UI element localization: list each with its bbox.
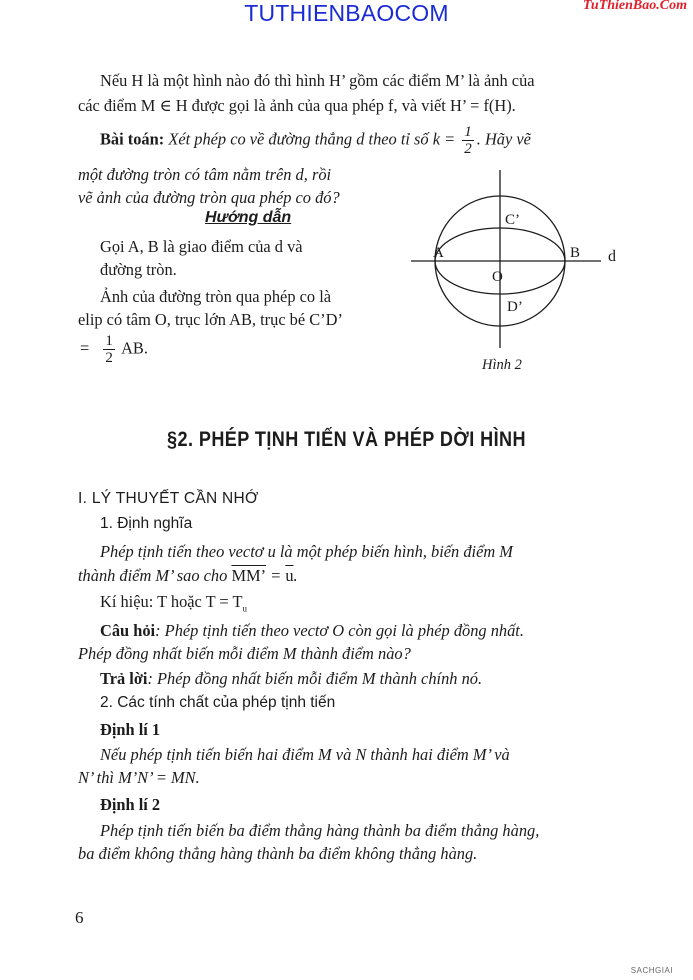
- problem-label: Bài toán:: [100, 129, 165, 149]
- vector-u: $\overline{u}$: [285, 566, 294, 585]
- guide-line: Ảnh của đường tròn qua phép co là: [100, 287, 332, 306]
- theorem-1-line: N’ thì M’N’ = MN.: [78, 768, 200, 787]
- site-title: TUTHIENBAOCOM: [244, 0, 449, 26]
- theorem-2-label: Định lí 2: [100, 795, 161, 814]
- guide-formula: [80, 333, 148, 366]
- fraction-numerator: 1: [464, 124, 472, 140]
- problem-statement: [100, 124, 531, 157]
- formula-suffix: AB.: [121, 338, 148, 358]
- fraction: [103, 333, 115, 366]
- guide-line: elip có tâm O, trục lớn AB, trục bé C’D’: [78, 310, 343, 329]
- answer-label: Trả lời: [100, 669, 148, 688]
- label-line-d: d: [608, 248, 616, 265]
- guide-title: Hướng dẫn: [205, 209, 292, 226]
- label-o: O: [492, 269, 503, 285]
- fraction: [462, 124, 474, 157]
- answer-text: : Phép đồng nhất biến mỗi điểm M thành chính nó.: [147, 669, 483, 688]
- label-d-prime: D’: [507, 299, 523, 315]
- definition-line: Phép tịnh tiến theo vectơ u là một phép biến hình, biến điểm M: [100, 542, 513, 561]
- question-line: Phép đồng nhất biến mỗi điểm M thành điểm nào?: [78, 644, 411, 663]
- notation-line: [100, 589, 247, 621]
- site-logo: TuThienBao.Com: [582, 0, 687, 13]
- notation-text: Kí hiệu: T hoặc T = T: [100, 592, 243, 611]
- question-text: : Phép tịnh tiến theo vectơ O còn gọi là phép đồng nhất.: [155, 621, 524, 640]
- footer-logo: SACHGIAI: [630, 966, 673, 975]
- equals-sign: =: [80, 338, 90, 358]
- section-title: §2. PHÉP TỊNH TIẾN VÀ PHÉP DỜI HÌNH: [167, 428, 526, 451]
- subheading-properties: 2. Các tính chất của phép tịnh tiến: [100, 694, 336, 711]
- problem-text-end: . Hãy vẽ: [476, 129, 531, 149]
- guide-line: đường tròn.: [100, 260, 177, 279]
- answer-line: [100, 666, 482, 692]
- guide-line: Gọi A, B là giao điểm của d và: [100, 237, 303, 256]
- paragraph-line: Nếu H là một hình nào đó thì hình H’ gồm các điểm M’ là ảnh của: [100, 71, 535, 90]
- vector-mm: MM’: [231, 566, 267, 585]
- fraction-numerator: 1: [105, 333, 113, 349]
- theorem-2-line: ba điểm không thẳng hàng thành ba điểm không thẳng hàng.: [78, 844, 478, 863]
- theorem-1-line: Nếu phép tịnh tiến biến hai điểm M và N thành hai điểm M’ và: [100, 745, 510, 764]
- paragraph-line: các điểm M ∈ H được gọi là ảnh của qua phép f, và viết H’ = f(H).: [78, 96, 516, 115]
- part-heading: I. LÝ THUYẾT CẦN NHỚ: [78, 490, 259, 507]
- problem-text: Xét phép co về đường thẳng d theo tỉ số k =: [168, 129, 456, 149]
- problem-line: vẽ ảnh của đường tròn qua phép co đó?: [78, 188, 340, 207]
- equals-sign: =: [266, 566, 286, 585]
- theorem-2-line: Phép tịnh tiến biến ba điểm thẳng hàng thành ba điểm thẳng hàng,: [100, 821, 540, 840]
- label-a: A: [433, 245, 444, 261]
- question-label: Câu hỏi: [100, 621, 156, 640]
- figure-caption: Hình 2: [482, 357, 522, 373]
- fraction-denominator: 2: [105, 350, 113, 366]
- theorem-1-label: Định lí 1: [100, 720, 161, 739]
- period: .: [293, 566, 298, 585]
- problem-line: một đường tròn có tâm nằm trên d, rồi: [78, 165, 332, 184]
- label-c-prime: C’: [505, 212, 520, 228]
- page-number: 6: [75, 908, 84, 927]
- notation-subscript: u: [242, 603, 247, 614]
- subheading-definition: 1. Định nghĩa: [100, 515, 193, 532]
- definition-text: thành điểm M’ sao cho: [78, 566, 228, 585]
- definition-line: [78, 563, 298, 589]
- label-b: B: [570, 245, 581, 261]
- fraction-denominator: 2: [464, 141, 472, 157]
